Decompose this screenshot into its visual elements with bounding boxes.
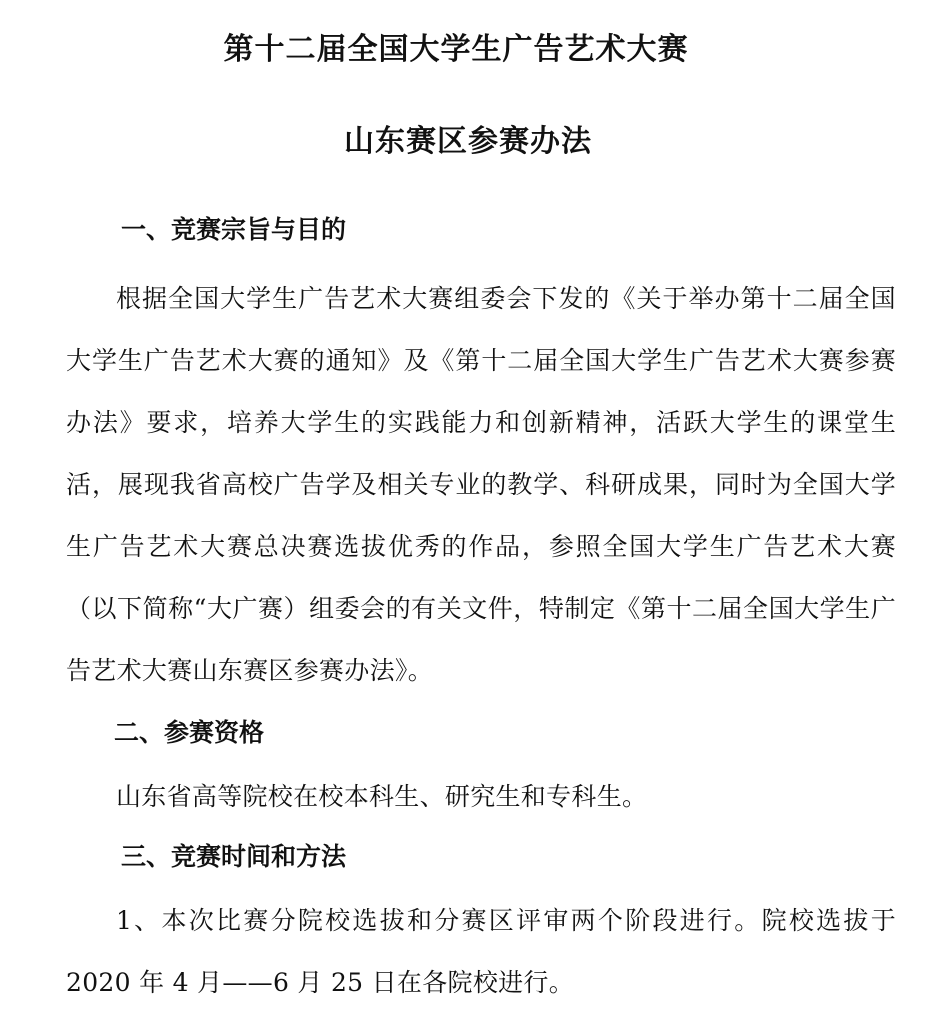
document-subtitle: 山东赛区参赛办法 [344, 124, 592, 159]
section-heading-eligibility: 二、参赛资格 [114, 718, 265, 747]
section-heading-schedule: 三、竞赛时间和方法 [121, 842, 347, 871]
section-heading-purpose: 一、竞赛宗旨与目的 [121, 215, 347, 244]
section-body-eligibility: 山东省高等院校在校本科生、研究生和专科生。 [116, 782, 648, 811]
section-body-schedule: 1、本次比赛分院校选拔和分赛区评审两个阶段进行。院校选拔于 2020 年 4 月——6 月 25 日在各院校进行。 [66, 906, 896, 997]
section-body-purpose: 根据全国大学生广告艺术大赛组委会下发的《关于举办第十二届全国大学生广告艺术大赛的通知》及《第十二届全国大学生广告艺术大赛参赛办法》要求，培养大学生的实践能力和创新精神，活跃大学生的课堂生活，展现我省高校广告学及相关专业的教学、科研成果，同时为全国大学生广告艺术大赛总决赛选拔优秀的作品，参照全国大学生广告艺术大赛（以下简称“大广赛）组委会的有关文件，特制定《第十二届全国大学生广告艺术大赛山东赛区参赛办法》。 [66, 284, 896, 685]
document-title: 第十二届全国大学生广告艺术大赛 [223, 32, 689, 67]
